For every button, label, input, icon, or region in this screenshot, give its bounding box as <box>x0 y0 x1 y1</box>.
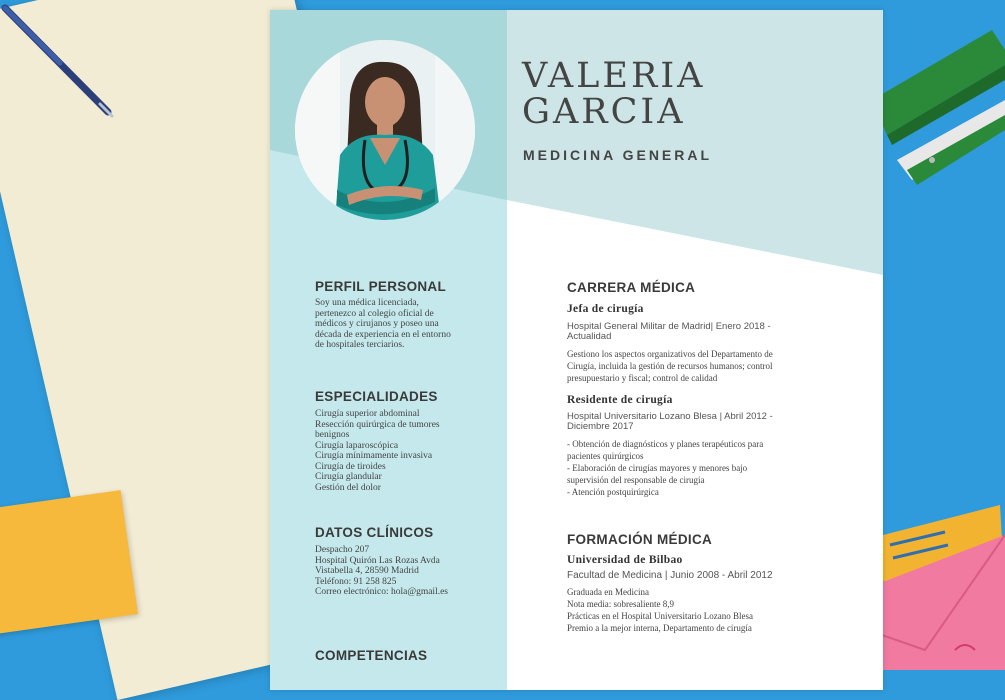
stapler-icon <box>862 20 1005 190</box>
competencias-title: COMPETENCIAS <box>315 648 428 663</box>
datos-line: Hospital Quirón Las Rozas Avda <box>315 555 440 566</box>
job-2-place-line: Diciembre 2017 <box>567 420 634 432</box>
resume-sheet <box>270 10 883 690</box>
perfil-line: médicos y cirujanos y poseo una <box>315 319 439 329</box>
especialidades-title: ESPECIALIDADES <box>315 389 438 404</box>
job-1-title: Jefa de cirugía <box>567 303 644 315</box>
job-2-description <box>567 438 763 498</box>
job-2-place-line: Hospital Universitario Lozano Blesa | Abril 2012 - <box>567 411 773 422</box>
carrera-title: CARRERA MÉDICA <box>567 280 696 295</box>
formacion-line: Prácticas en el Hospital Universitario Lozano Blesa <box>567 611 753 621</box>
perfil-line: Soy una médica licenciada, <box>315 298 419 308</box>
especialidad-item: Cirugía de tiroides <box>315 461 386 472</box>
job-1-place-line: Hospital General Militar de Madrid| Enero 2018 - <box>567 321 771 332</box>
datos-line: Teléfono: 91 258 825 <box>315 576 397 587</box>
job-2-place <box>567 412 773 431</box>
datos-text <box>315 545 448 598</box>
job-1-desc-line: Gestiono los aspectos organizativos del Departamento de <box>567 349 773 359</box>
job-2-desc-line: pacientes quirúrgicos <box>567 451 644 461</box>
job-1-place <box>567 322 771 341</box>
job-2-title: Residente de cirugía <box>567 394 673 406</box>
especialidad-item: Cirugía superior abdominal <box>315 409 420 419</box>
perfil-line: pertenezco al colegio oficial de <box>315 308 434 319</box>
job-1-desc-line: Cirugía, incluida la gestión de recursos humanos; control <box>567 361 773 371</box>
formacion-line: Premio a la mejor interna, Departamento de cirugía <box>567 623 752 633</box>
datos-line: Correo electrónico: hola@gmail.es <box>315 587 448 597</box>
datos-title: DATOS CLÍNICOS <box>315 525 434 540</box>
pen-icon <box>0 0 130 130</box>
datos-line: Vistabella 4, 28590 Madrid <box>315 566 419 576</box>
perfil-line: década de experiencia en el entorno <box>315 329 451 340</box>
name-line-1: VALERIA <box>522 56 706 96</box>
candidate-name <box>522 58 705 130</box>
formacion-line: Nota media: sobresaliente 8,9 <box>567 599 674 609</box>
perfil-text <box>315 298 451 351</box>
formacion-line: Graduada en Medicina <box>567 587 649 597</box>
job-2-desc-line: - Elaboración de cirugías mayores y menores bajo <box>567 463 748 473</box>
perfil-title: PERFIL PERSONAL <box>315 279 447 294</box>
datos-line: Despacho 207 <box>315 545 370 555</box>
perfil-line: de hospitales terciarios. <box>315 340 405 350</box>
profile-photo <box>295 40 475 220</box>
formacion-details <box>567 586 753 634</box>
job-1-place-line: Actualidad <box>567 330 612 342</box>
job-1-desc-line: presupuestario y fiscal; control de calidad <box>567 373 718 383</box>
especialidad-item: Resección quirúrgica de tumores <box>315 419 440 430</box>
name-line-2: GARCIA <box>522 92 686 132</box>
formacion-title: FORMACIÓN MÉDICA <box>567 532 713 547</box>
candidate-specialty: MEDICINA GENERAL <box>523 147 713 163</box>
especialidad-item: Cirugía glandular <box>315 472 382 482</box>
school-name: Universidad de Bilbao <box>567 554 683 566</box>
job-2-desc-line: - Atención postquirúrgica <box>567 487 659 497</box>
especialidad-item: Gestión del dolor <box>315 482 381 493</box>
job-2-desc-line: supervisión del responsable de cirugía <box>567 475 705 485</box>
especialidad-item: benignos <box>315 430 350 440</box>
especialidades-list <box>315 409 440 493</box>
especialidad-item: Cirugía mínimamente invasiva <box>315 451 433 461</box>
job-2-desc-line: - Obtención de diagnósticos y planes terapéuticos para <box>567 439 764 449</box>
sticky-note <box>0 490 138 635</box>
especialidad-item: Cirugía laparoscópica <box>315 440 399 451</box>
job-1-description <box>567 348 773 384</box>
faculty-line: Facultad de Medicina | Junio 2008 - Abril 2012 <box>567 570 773 581</box>
